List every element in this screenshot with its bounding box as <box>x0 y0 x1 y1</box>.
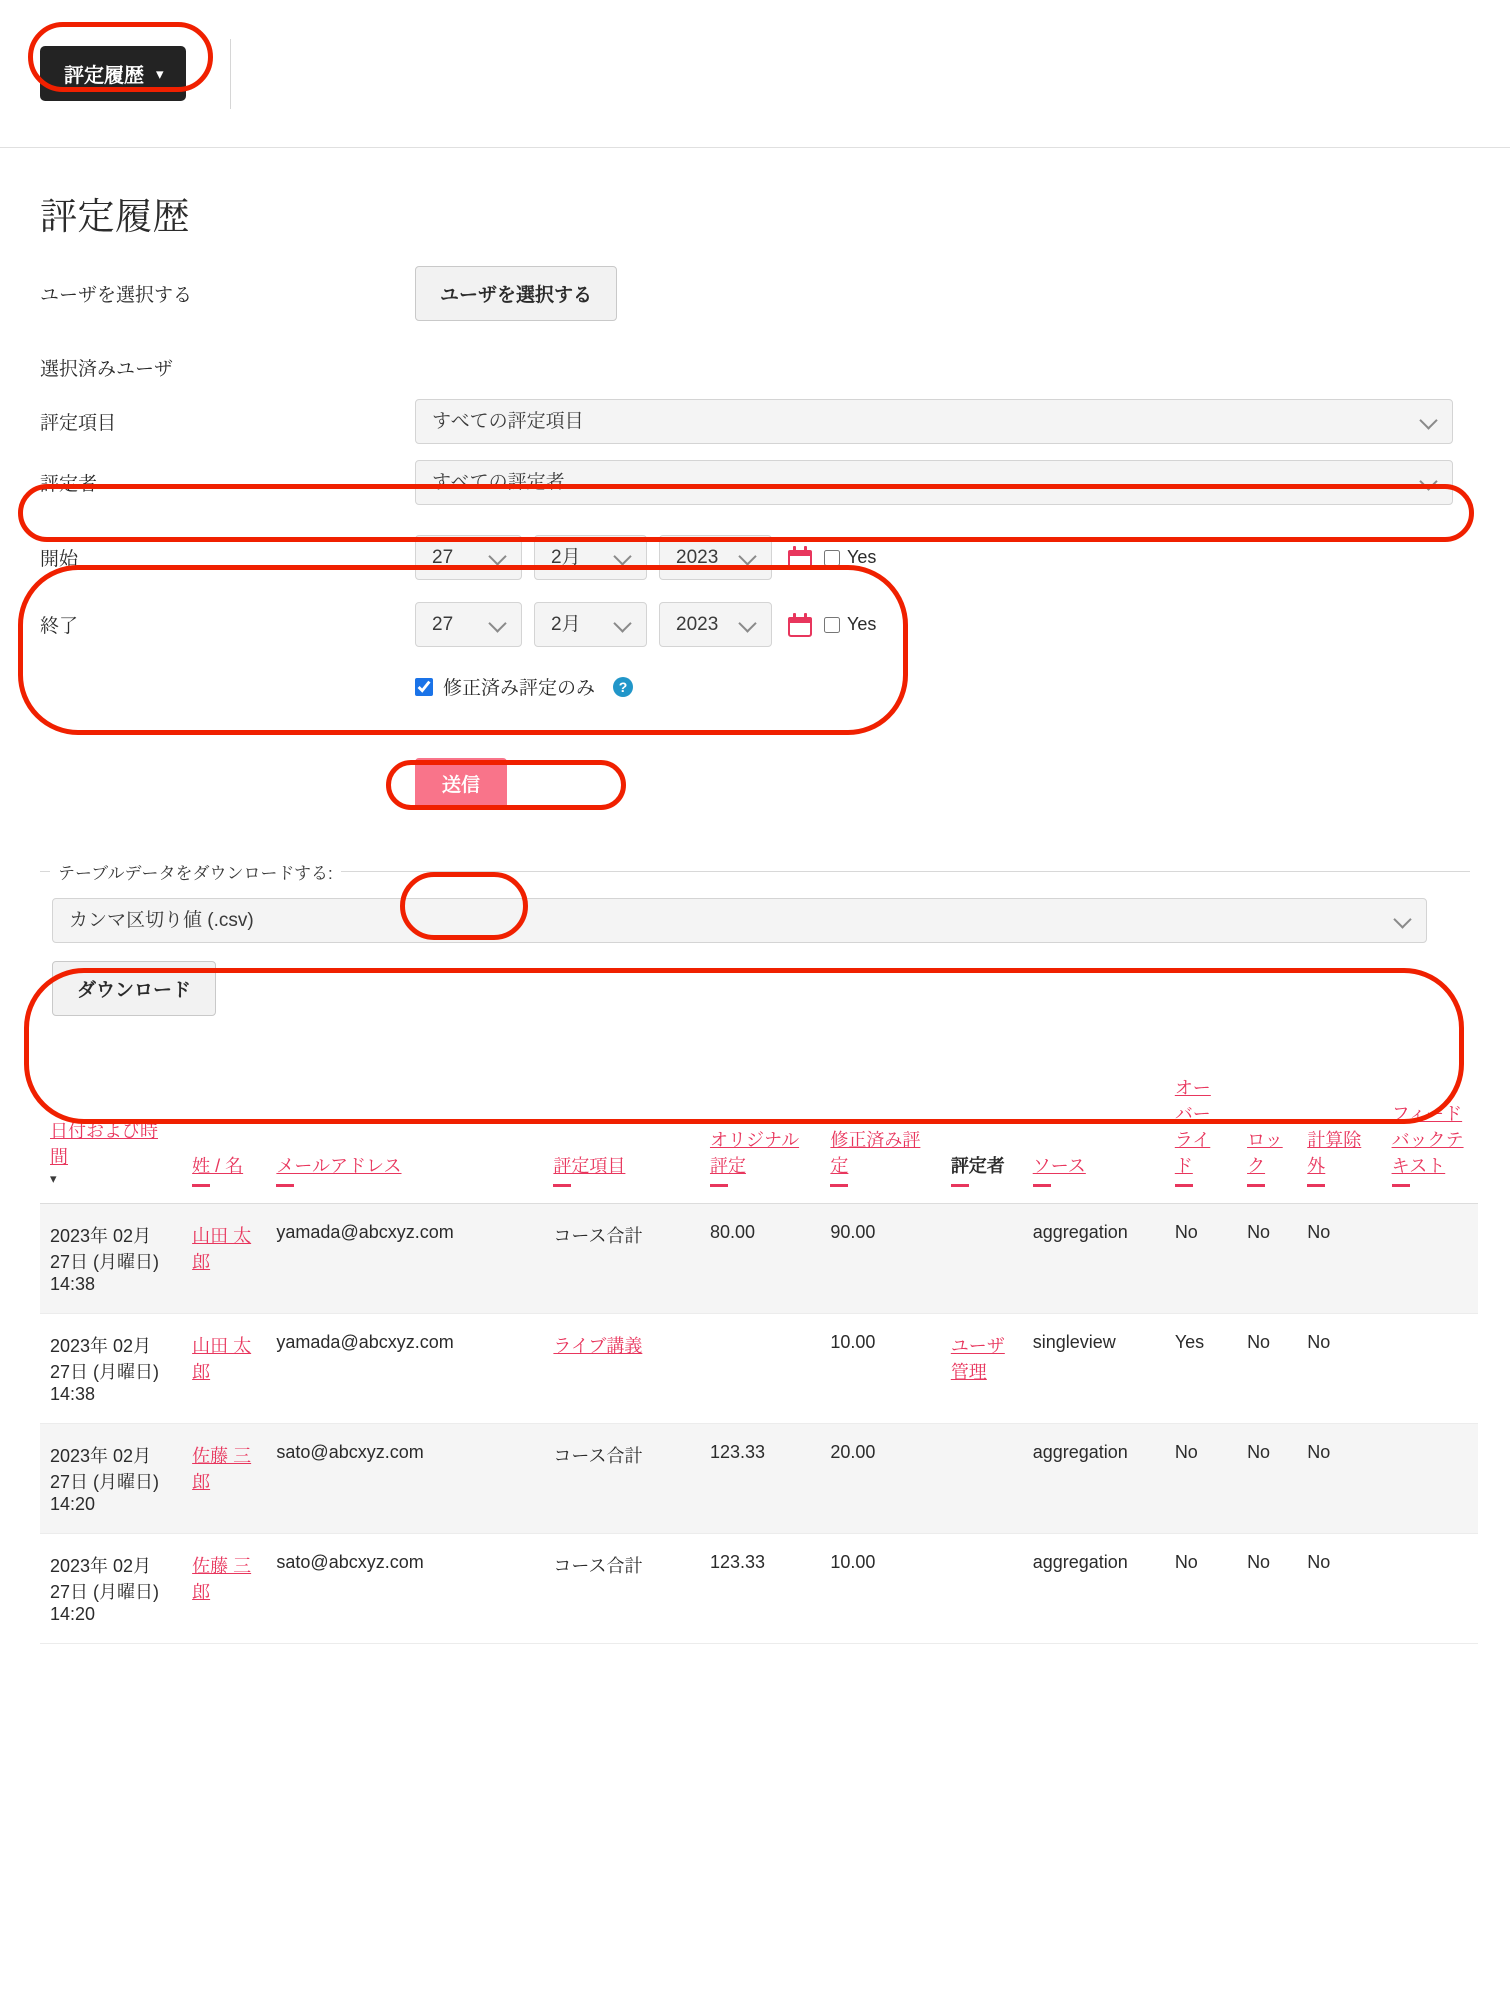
user-link[interactable]: 佐藤 三郎 <box>192 1446 252 1492</box>
download-legend: テーブルデータをダウンロードする: <box>50 859 341 884</box>
cell-locked: No <box>1237 1424 1297 1534</box>
table-row <box>40 1424 1478 1534</box>
end-year-select-wrap <box>659 602 772 647</box>
cell-feedback <box>1382 1314 1478 1424</box>
cell-name <box>182 1204 266 1314</box>
end-enable-checkbox-wrap[interactable] <box>824 614 876 635</box>
th-original <box>700 1066 820 1204</box>
row-rater <box>40 460 1470 505</box>
cell-name <box>182 1534 266 1644</box>
sort-indicator-icon <box>1033 1184 1051 1187</box>
start-month-select[interactable] <box>534 535 647 580</box>
cell-date: 2023年 02月 27日 (月曜日) 14:20 <box>40 1534 182 1644</box>
th-name-link[interactable]: 姓 / 名 <box>192 1156 244 1176</box>
th-source <box>1023 1066 1165 1204</box>
cell-grade-item: コース合計 <box>543 1424 700 1534</box>
table-row <box>40 1314 1478 1424</box>
th-revised <box>820 1066 940 1204</box>
cell-excluded: No <box>1297 1534 1381 1644</box>
calendar-icon[interactable] <box>788 546 812 570</box>
end-label: 終了 <box>40 616 79 637</box>
th-original-link[interactable]: オリジナル評定 <box>709 1130 800 1176</box>
grade-history-table <box>40 1066 1478 1644</box>
cell-grade-item: コース合計 <box>543 1534 700 1644</box>
sort-indicator-icon <box>710 1184 728 1187</box>
th-source-link[interactable]: ソース <box>1032 1156 1086 1176</box>
start-enable-label: Yes <box>847 547 877 567</box>
th-date <box>40 1066 182 1204</box>
th-date-link[interactable]: 日付および時間 <box>50 1121 158 1167</box>
sort-indicator-icon <box>276 1184 294 1187</box>
cell-override: No <box>1165 1204 1237 1314</box>
end-month-select[interactable] <box>534 602 647 647</box>
start-day-select[interactable] <box>415 535 522 580</box>
sort-indicator-icon <box>1392 1184 1410 1187</box>
page-title: 評定履歴 <box>40 196 190 237</box>
cell-revised: 90.00 <box>820 1204 940 1314</box>
cell-source: singleview <box>1023 1314 1165 1424</box>
start-year-select[interactable] <box>659 535 772 580</box>
end-month-select-wrap <box>534 602 647 647</box>
th-revised-link[interactable]: 修正済み評定 <box>830 1130 921 1176</box>
cell-excluded: No <box>1297 1314 1381 1424</box>
row-start-date <box>40 535 1470 580</box>
table-row <box>40 1204 1478 1314</box>
top-navigation-bar <box>0 0 1510 148</box>
nav-grade-history-dropdown[interactable] <box>40 46 186 101</box>
cell-email: sato@abcxyz.com <box>266 1424 543 1534</box>
sort-indicator-icon <box>1307 1184 1325 1187</box>
chevron-down-icon: ▾ <box>156 66 164 83</box>
end-year-select[interactable] <box>659 602 772 647</box>
selected-user-label: 選択済みユーザ <box>40 358 174 380</box>
cell-feedback <box>1382 1204 1478 1314</box>
end-day-select[interactable] <box>415 602 522 647</box>
cell-grade-item <box>543 1314 700 1424</box>
row-grade-item <box>40 399 1470 444</box>
th-feedback-link[interactable]: フィードバックテキスト <box>1391 1104 1464 1176</box>
cell-locked: No <box>1237 1204 1297 1314</box>
cell-original: 80.00 <box>700 1204 820 1314</box>
cell-email: yamada@abcxyz.com <box>266 1314 543 1424</box>
cell-feedback <box>1382 1534 1478 1644</box>
sort-indicator-icon <box>951 1184 969 1187</box>
grade-item-link[interactable]: ライブ講義 <box>553 1336 643 1356</box>
cell-name <box>182 1424 266 1534</box>
table-header-row <box>40 1066 1478 1204</box>
th-override <box>1165 1066 1237 1204</box>
cell-revised: 10.00 <box>820 1534 940 1644</box>
cell-excluded: No <box>1297 1204 1381 1314</box>
cell-original <box>700 1314 820 1424</box>
cell-override: No <box>1165 1424 1237 1534</box>
cell-original: 123.33 <box>700 1424 820 1534</box>
user-link[interactable]: 山田 太郎 <box>192 1226 252 1272</box>
sort-indicator-icon <box>830 1184 848 1187</box>
th-grade-item-link[interactable]: 評定項目 <box>553 1156 626 1176</box>
th-excluded <box>1297 1066 1381 1204</box>
sort-indicator-icon <box>192 1184 210 1187</box>
table-row <box>40 1534 1478 1644</box>
cell-revised: 10.00 <box>820 1314 940 1424</box>
end-day-select-wrap <box>415 602 522 647</box>
th-excluded-link[interactable]: 計算除外 <box>1307 1130 1362 1176</box>
cell-locked: No <box>1237 1314 1297 1424</box>
only-revised-checkbox[interactable] <box>415 678 433 696</box>
download-format-select-wrap <box>52 898 1427 943</box>
calendar-icon[interactable] <box>788 613 812 637</box>
start-enable-checkbox[interactable] <box>824 550 840 566</box>
cell-source: aggregation <box>1023 1424 1165 1534</box>
th-name <box>182 1066 266 1204</box>
cell-rater <box>941 1534 1023 1644</box>
nav-grade-history-label: 評定履歴 <box>64 65 144 87</box>
submit-button[interactable]: 送信 <box>415 758 507 809</box>
th-rater-label: 評定者 <box>950 1156 1005 1176</box>
rater-select-wrap <box>415 460 1453 505</box>
only-revised-row <box>415 673 1470 700</box>
end-enable-label: Yes <box>847 614 877 634</box>
grade-item-select-wrap <box>415 399 1453 444</box>
th-email-link[interactable]: メールアドレス <box>276 1156 402 1176</box>
th-grade-item <box>543 1066 700 1204</box>
th-override-link[interactable]: オーバーライド <box>1174 1078 1211 1176</box>
sort-desc-arrow-icon: ▾ <box>50 1171 57 1186</box>
th-locked-link[interactable]: ロック <box>1247 1130 1283 1176</box>
cell-name <box>182 1314 266 1424</box>
th-email <box>266 1066 543 1204</box>
sort-indicator-icon <box>553 1184 571 1187</box>
page-content <box>0 148 1510 1644</box>
submit-row <box>415 758 1470 809</box>
cell-rater <box>941 1314 1023 1424</box>
select-user-button[interactable]: ユーザを選択する <box>415 266 617 321</box>
cell-email: sato@abcxyz.com <box>266 1534 543 1644</box>
row-select-user <box>40 266 1470 321</box>
start-year-select-wrap <box>659 535 772 580</box>
rater-select[interactable] <box>415 460 1453 505</box>
cell-excluded: No <box>1297 1424 1381 1534</box>
help-icon[interactable]: ? <box>613 677 633 697</box>
cell-date: 2023年 02月 27日 (月曜日) 14:20 <box>40 1424 182 1534</box>
sort-indicator-icon <box>1175 1184 1193 1187</box>
user-link[interactable]: 山田 太郎 <box>192 1336 252 1382</box>
cell-override: Yes <box>1165 1314 1237 1424</box>
row-selected-user <box>40 345 1470 389</box>
sort-indicator-icon <box>1247 1184 1265 1187</box>
toolbar-divider <box>230 39 231 109</box>
start-day-select-wrap <box>415 535 522 580</box>
cell-grade-item: コース合計 <box>543 1204 700 1314</box>
download-section <box>40 864 1470 1016</box>
cell-source: aggregation <box>1023 1534 1165 1644</box>
cell-source: aggregation <box>1023 1204 1165 1314</box>
only-revised-label: 修正済み評定のみ <box>443 678 596 699</box>
th-locked <box>1237 1066 1297 1204</box>
download-button[interactable]: ダウンロード <box>52 961 216 1016</box>
cell-rater <box>941 1424 1023 1534</box>
cell-date: 2023年 02月 27日 (月曜日) 14:38 <box>40 1204 182 1314</box>
rater-link[interactable]: ユーザ管理 <box>950 1336 1005 1382</box>
cell-date: 2023年 02月 27日 (月曜日) 14:38 <box>40 1314 182 1424</box>
cell-override: No <box>1165 1534 1237 1644</box>
cell-email: yamada@abcxyz.com <box>266 1204 543 1314</box>
grade-item-label: 評定項目 <box>40 413 117 434</box>
cell-feedback <box>1382 1424 1478 1534</box>
download-format-select[interactable] <box>52 898 1427 943</box>
end-enable-checkbox[interactable] <box>824 617 840 633</box>
user-link[interactable]: 佐藤 三郎 <box>192 1556 252 1602</box>
row-end-date <box>40 602 1470 647</box>
select-user-label: ユーザを選択する <box>40 285 193 306</box>
cell-original: 123.33 <box>700 1534 820 1644</box>
th-rater <box>941 1066 1023 1204</box>
start-month-select-wrap <box>534 535 647 580</box>
start-enable-checkbox-wrap[interactable] <box>824 547 876 568</box>
rater-label: 評定者 <box>40 474 98 495</box>
cell-revised: 20.00 <box>820 1424 940 1534</box>
cell-locked: No <box>1237 1534 1297 1644</box>
grade-item-select[interactable] <box>415 399 1453 444</box>
start-label: 開始 <box>40 549 79 570</box>
th-feedback <box>1382 1066 1478 1204</box>
cell-rater <box>941 1204 1023 1314</box>
